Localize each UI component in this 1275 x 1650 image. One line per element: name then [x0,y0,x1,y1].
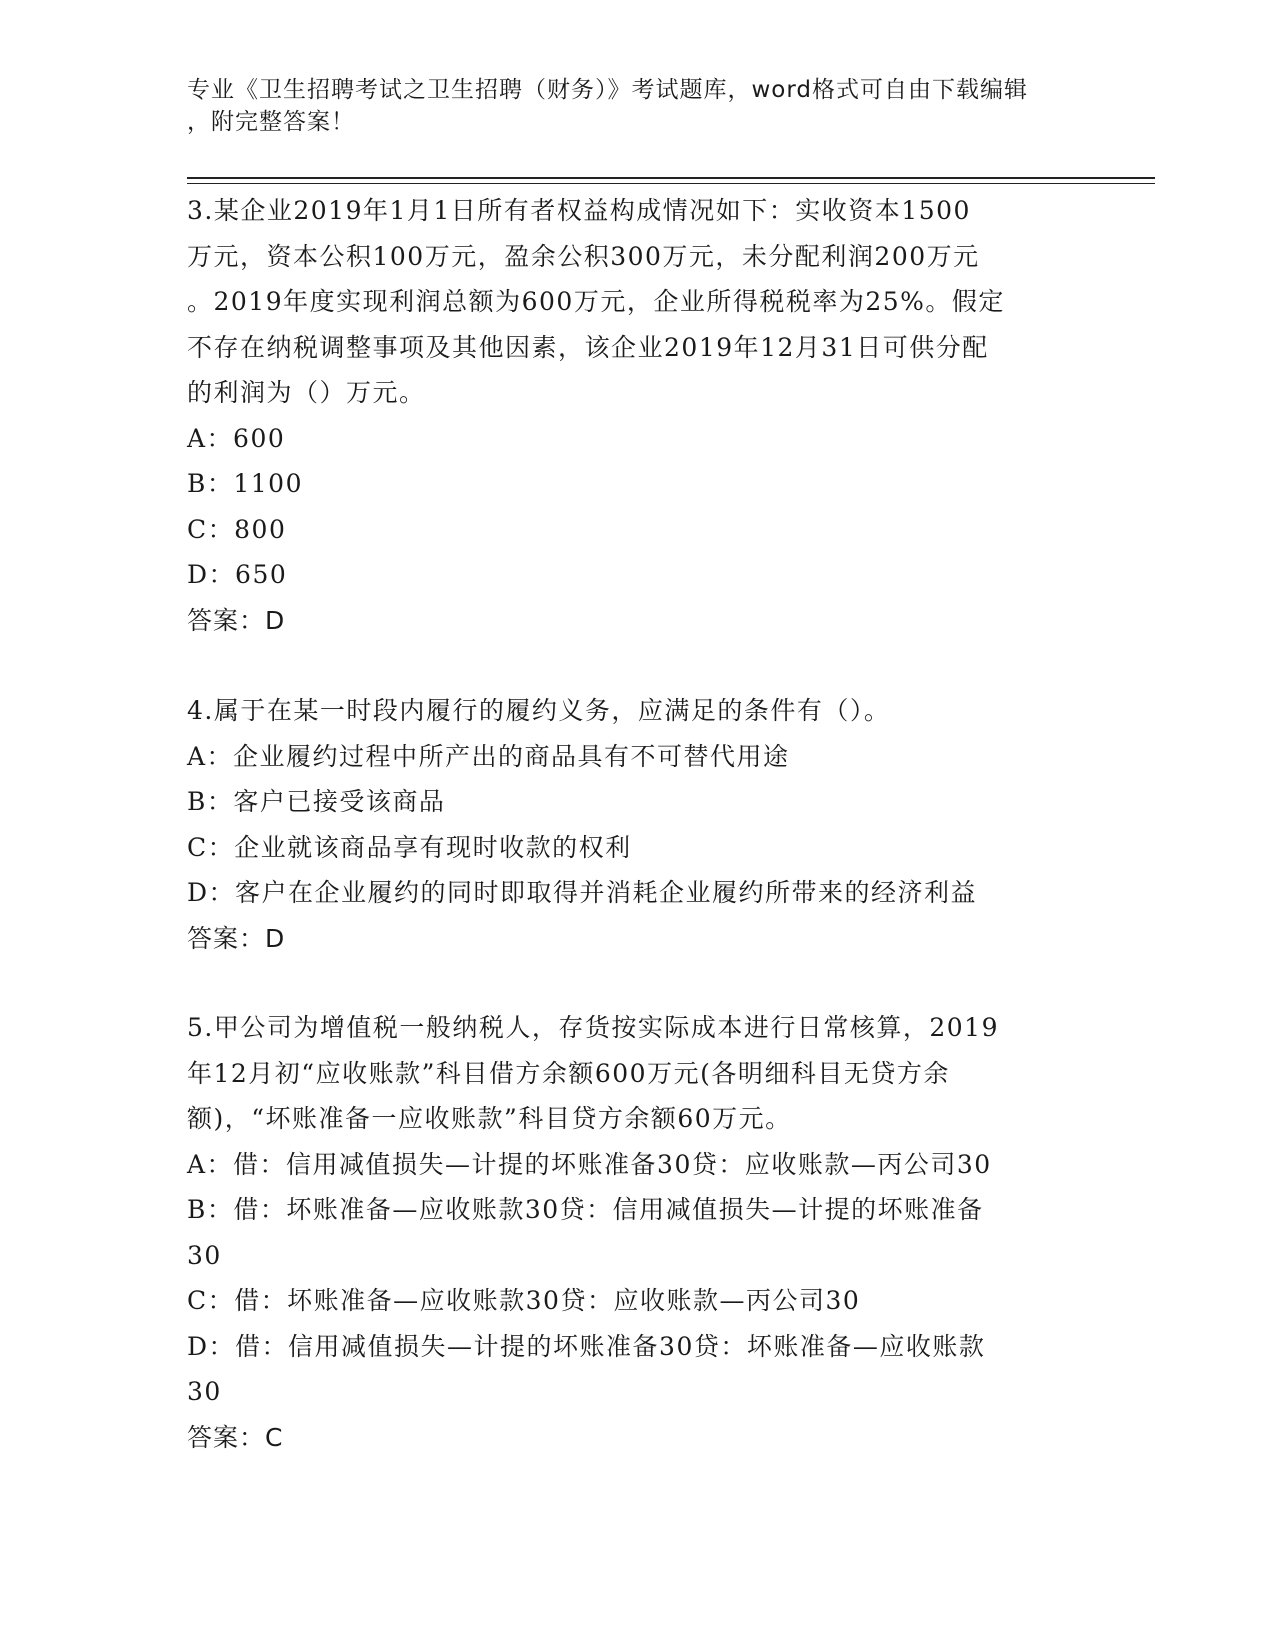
document-header: 专业《卫生招聘考试之卫生招聘（财务）》考试题库，word格式可自由下载编辑 ，附完整答案！ [187,77,1029,135]
option-c: C：企业就该商品享有现时收款的权利 [187,832,632,862]
option-a: A：借：信用减值损失—计提的坏账准备30贷：应收账款—丙公司30 [187,1149,992,1179]
option-c: C：借：坏账准备—应收账款30贷：应收账款—丙公司30 [187,1286,861,1315]
question-stem: 5.甲公司为增值税一般纳税人，存货按实际成本进行日常核算，2019 年12月初“应收账款”科目借方余额600万元(各明细科目无贷方余 额)，“坏账准备一应收账款”科目贷方余额60万元。 [187,1013,999,1133]
option-b: B：借：坏账准备—应收账款30贷：信用减值损失—计提的坏账准备 30 [187,1195,984,1270]
question-3 [187,188,1067,643]
option-d: D：客户在企业履约的同时即取得并消耗企业履约所带来的经济利益 [187,878,978,907]
answer-line: 答案：D [187,605,286,635]
option-c: C：800 [187,514,287,544]
option-b: B：客户已接受该商品 [187,787,446,816]
question-stem: 4.属于在某一时段内履行的履约义务，应满足的条件有（）。 [187,696,891,725]
answer-line: 答案：C [187,1422,284,1452]
header-divider-thin [187,183,1155,184]
question-4 [187,688,1067,961]
answer-line: 答案：D [187,923,286,953]
option-d: D：借：信用减值损失—计提的坏账准备30贷：坏账准备—应收账款 30 [187,1331,986,1406]
question-stem: 3.某企业2019年1月1日所有者权益构成情况如下：实收资本1500 万元，资本公积100万元，盈余公积300万元，未分配利润200万元 。2019年度实现利润总额为600万元，企业所得税税率为25%。假定 不存在纳税调整事项及其他因素，该企业2019年12月31日可供分配 的利润为（）万元。 [187,196,1005,407]
option-a: A：企业履约过程中所产出的商品具有不可替代用途 [187,741,790,771]
option-b: B：1100 [187,469,303,498]
header-divider-thick [187,177,1155,179]
option-a: A：600 [187,423,286,453]
option-d: D：650 [187,560,288,589]
question-5 [187,1005,1067,1460]
